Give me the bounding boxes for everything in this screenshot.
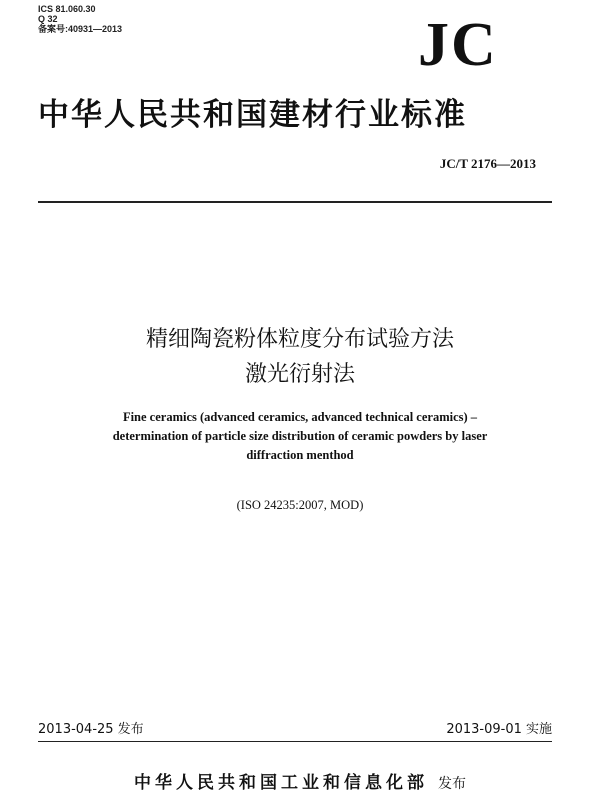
issue-date: 2013-04-25 发布 [38,722,144,737]
title-en-line1: Fine ceramics (advanced ceramics, advanced technical ceramics) – [122,410,478,424]
bottom-divider [38,741,552,742]
iso-reference: (ISO 24235:2007, MOD) [236,498,364,512]
title-cn-line1: 精细陶瓷粉体粒度分布试验方法 [145,327,454,352]
org-title: 中华人民共和国建材行业标准 [38,97,467,133]
record-number: 备案号:40931—2013 [38,24,123,34]
publish-action: 发布 [438,776,466,792]
ics-code: ICS 81.060.30 [38,4,96,14]
jc-logo: JC [418,11,498,79]
title-cn-line2: 激光衍射法 [244,362,355,387]
publisher-line [0,768,600,793]
top-divider [38,201,552,203]
standard-code: JC/T 2176—2013 [439,156,536,171]
publisher-name: 中华人民共和国工业和信息化部 [134,773,428,793]
title-en [60,408,540,465]
implementation-date: 2013-09-01 实施 [446,722,552,737]
document-metadata [38,4,122,34]
classification-code: Q 32 [38,14,58,24]
title-en-line2: determination of particle size distribution of ceramic powders by laser [112,429,488,443]
title-en-line3: diffraction menthod [246,448,354,462]
